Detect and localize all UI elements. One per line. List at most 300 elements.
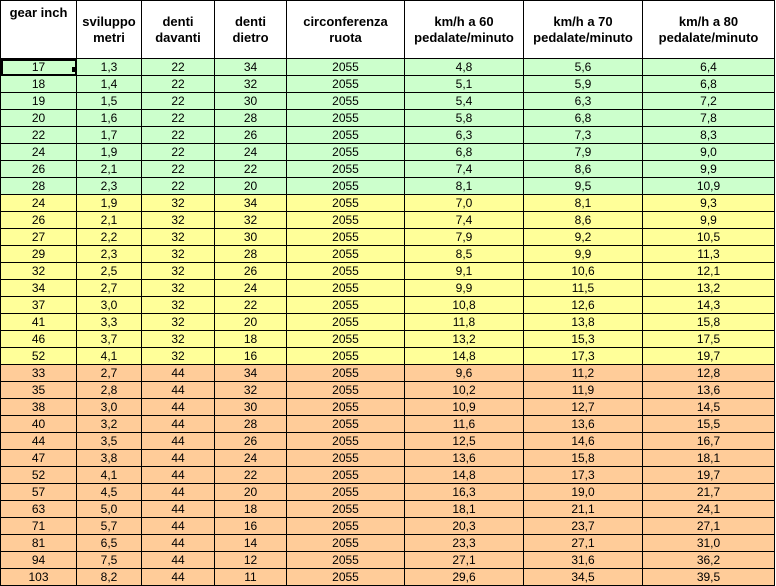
kmh-70-cell[interactable]: 15,3 [524, 331, 643, 348]
gear-inch-cell[interactable]: 37 [1, 297, 77, 314]
header-circonferenza-line1: circonferenza [303, 13, 388, 29]
denti-dietro-cell[interactable]: 24 [215, 450, 287, 467]
denti-dietro-cell[interactable]: 18 [215, 501, 287, 518]
kmh-60-cell[interactable]: 10,8 [405, 297, 524, 314]
kmh-80-cell[interactable]: 13,2 [643, 280, 775, 297]
table-row [1, 76, 775, 93]
kmh-80-cell[interactable]: 11,3 [643, 246, 775, 263]
gear-inch-cell[interactable]: 26 [1, 212, 77, 229]
sviluppo-cell[interactable]: 2,1 [77, 161, 142, 178]
header-kmh-60[interactable] [405, 1, 524, 59]
circonferenza-cell[interactable]: 2055 [287, 399, 405, 416]
denti-dietro-cell[interactable]: 34 [215, 365, 287, 382]
kmh-80-cell[interactable]: 9,0 [643, 144, 775, 161]
kmh-70-cell[interactable]: 21,1 [524, 501, 643, 518]
circonferenza-cell[interactable]: 2055 [287, 212, 405, 229]
table-row [1, 195, 775, 212]
circonferenza-cell[interactable]: 2055 [287, 280, 405, 297]
kmh-80-cell[interactable]: 10,9 [643, 178, 775, 195]
kmh-60-cell[interactable]: 9,1 [405, 263, 524, 280]
kmh-80-cell[interactable]: 27,1 [643, 518, 775, 535]
denti-dietro-cell[interactable]: 32 [215, 76, 287, 93]
table-row [1, 144, 775, 161]
denti-davanti-cell[interactable]: 32 [142, 212, 215, 229]
table-row [1, 348, 775, 365]
kmh-60-cell[interactable]: 20,3 [405, 518, 524, 535]
kmh-70-cell[interactable]: 5,6 [524, 59, 643, 76]
header-kmh-80-line2: pedalate/minuto [658, 29, 759, 45]
kmh-60-cell[interactable]: 13,6 [405, 450, 524, 467]
gear-inch-cell[interactable]: 47 [1, 450, 77, 467]
circonferenza-cell[interactable]: 2055 [287, 331, 405, 348]
kmh-70-cell[interactable]: 19,0 [524, 484, 643, 501]
sviluppo-cell[interactable]: 1,5 [77, 93, 142, 110]
sviluppo-cell[interactable]: 1,7 [77, 127, 142, 144]
kmh-70-cell[interactable]: 9,2 [524, 229, 643, 246]
denti-davanti-cell[interactable]: 44 [142, 365, 215, 382]
kmh-60-cell[interactable]: 16,3 [405, 484, 524, 501]
header-gear-inch-line1: gear inch [9, 5, 68, 20]
denti-dietro-cell[interactable]: 28 [215, 246, 287, 263]
denti-dietro-cell[interactable]: 30 [215, 93, 287, 110]
table-row [1, 416, 775, 433]
kmh-80-cell[interactable]: 12,1 [643, 263, 775, 280]
kmh-80-cell[interactable]: 12,8 [643, 365, 775, 382]
denti-davanti-cell[interactable]: 44 [142, 433, 215, 450]
gear-inch-cell[interactable]: 20 [1, 110, 77, 127]
denti-dietro-cell[interactable]: 16 [215, 348, 287, 365]
circonferenza-cell[interactable]: 2055 [287, 161, 405, 178]
denti-dietro-cell[interactable]: 22 [215, 297, 287, 314]
table-row [1, 127, 775, 144]
circonferenza-cell[interactable]: 2055 [287, 348, 405, 365]
sviluppo-cell[interactable]: 3,7 [77, 331, 142, 348]
kmh-60-cell[interactable]: 23,3 [405, 535, 524, 552]
sviluppo-cell[interactable]: 1,4 [77, 76, 142, 93]
header-row [1, 1, 775, 59]
circonferenza-cell[interactable]: 2055 [287, 229, 405, 246]
sviluppo-cell[interactable]: 1,3 [77, 59, 142, 76]
header-denti-dietro[interactable] [215, 1, 287, 59]
table-row [1, 246, 775, 263]
circonferenza-cell[interactable]: 2055 [287, 59, 405, 76]
table-row [1, 314, 775, 331]
denti-davanti-cell[interactable]: 44 [142, 450, 215, 467]
kmh-80-cell[interactable]: 19,7 [643, 348, 775, 365]
gear-inch-cell[interactable]: 24 [1, 195, 77, 212]
sviluppo-cell[interactable]: 4,1 [77, 467, 142, 484]
circonferenza-cell[interactable]: 2055 [287, 450, 405, 467]
kmh-70-cell[interactable]: 17,3 [524, 467, 643, 484]
denti-davanti-cell[interactable]: 32 [142, 331, 215, 348]
circonferenza-cell[interactable]: 2055 [287, 144, 405, 161]
kmh-60-cell[interactable]: 5,8 [405, 110, 524, 127]
header-denti-davanti-line2: davanti [155, 29, 201, 45]
sviluppo-cell[interactable]: 2,3 [77, 178, 142, 195]
denti-davanti-cell[interactable]: 22 [142, 93, 215, 110]
gear-inch-cell[interactable]: 71 [1, 518, 77, 535]
kmh-60-cell[interactable]: 8,5 [405, 246, 524, 263]
kmh-60-cell[interactable]: 6,8 [405, 144, 524, 161]
table-row [1, 518, 775, 535]
kmh-80-cell[interactable]: 7,2 [643, 93, 775, 110]
circonferenza-cell[interactable]: 2055 [287, 569, 405, 586]
header-sviluppo-line1: sviluppo [82, 13, 136, 29]
kmh-70-cell[interactable]: 17,3 [524, 348, 643, 365]
gear-inch-cell[interactable]: 52 [1, 348, 77, 365]
kmh-70-cell[interactable]: 34,5 [524, 569, 643, 586]
gear-inch-cell[interactable]: 44 [1, 433, 77, 450]
kmh-80-cell[interactable]: 16,7 [643, 433, 775, 450]
gear-inch-cell[interactable]: 28 [1, 178, 77, 195]
circonferenza-cell[interactable]: 2055 [287, 297, 405, 314]
kmh-70-cell[interactable]: 14,6 [524, 433, 643, 450]
kmh-80-cell[interactable]: 39,5 [643, 569, 775, 586]
kmh-60-cell[interactable]: 7,0 [405, 195, 524, 212]
kmh-70-cell[interactable]: 27,1 [524, 535, 643, 552]
kmh-70-cell[interactable]: 11,2 [524, 365, 643, 382]
table-row [1, 93, 775, 110]
gear-inch-cell[interactable]: 40 [1, 416, 77, 433]
denti-dietro-cell[interactable]: 26 [215, 263, 287, 280]
gear-inch-cell[interactable]: 41 [1, 314, 77, 331]
header-denti-davanti[interactable] [142, 1, 215, 59]
denti-davanti-cell[interactable]: 22 [142, 161, 215, 178]
kmh-80-cell[interactable]: 10,5 [643, 229, 775, 246]
gear-inch-cell[interactable]: 17 [1, 59, 77, 76]
gear-inch-cell[interactable]: 52 [1, 467, 77, 484]
kmh-80-cell[interactable]: 15,8 [643, 314, 775, 331]
sviluppo-cell[interactable]: 1,9 [77, 144, 142, 161]
circonferenza-cell[interactable]: 2055 [287, 76, 405, 93]
header-denti-dietro-line1: denti [234, 13, 267, 29]
kmh-60-cell[interactable]: 7,9 [405, 229, 524, 246]
kmh-60-cell[interactable]: 18,1 [405, 501, 524, 518]
denti-davanti-cell[interactable]: 32 [142, 229, 215, 246]
table-row [1, 280, 775, 297]
denti-davanti-cell[interactable]: 44 [142, 518, 215, 535]
table-row [1, 552, 775, 569]
kmh-70-cell[interactable]: 12,7 [524, 399, 643, 416]
sviluppo-cell[interactable]: 2,5 [77, 263, 142, 280]
denti-davanti-cell[interactable]: 32 [142, 280, 215, 297]
gear-inch-cell[interactable]: 24 [1, 144, 77, 161]
kmh-60-cell[interactable]: 6,3 [405, 127, 524, 144]
sviluppo-cell[interactable]: 3,0 [77, 297, 142, 314]
kmh-60-cell[interactable]: 14,8 [405, 467, 524, 484]
kmh-70-cell[interactable]: 6,8 [524, 110, 643, 127]
denti-davanti-cell[interactable]: 32 [142, 246, 215, 263]
denti-dietro-cell[interactable]: 24 [215, 144, 287, 161]
table-row [1, 331, 775, 348]
denti-davanti-cell[interactable]: 44 [142, 535, 215, 552]
kmh-60-cell[interactable]: 14,8 [405, 348, 524, 365]
table-row [1, 212, 775, 229]
kmh-70-cell[interactable]: 11,5 [524, 280, 643, 297]
kmh-80-cell[interactable]: 7,8 [643, 110, 775, 127]
sviluppo-cell[interactable]: 6,5 [77, 535, 142, 552]
circonferenza-cell[interactable]: 2055 [287, 178, 405, 195]
denti-dietro-cell[interactable]: 11 [215, 569, 287, 586]
sviluppo-cell[interactable]: 8,2 [77, 569, 142, 586]
gear-inch-cell[interactable]: 35 [1, 382, 77, 399]
kmh-70-cell[interactable]: 8,6 [524, 161, 643, 178]
circonferenza-cell[interactable]: 2055 [287, 484, 405, 501]
kmh-80-cell[interactable]: 21,7 [643, 484, 775, 501]
sviluppo-cell[interactable]: 3,2 [77, 416, 142, 433]
kmh-70-cell[interactable]: 9,9 [524, 246, 643, 263]
denti-dietro-cell[interactable]: 34 [215, 195, 287, 212]
circonferenza-cell[interactable]: 2055 [287, 365, 405, 382]
kmh-80-cell[interactable]: 6,4 [643, 59, 775, 76]
denti-davanti-cell[interactable]: 44 [142, 399, 215, 416]
kmh-80-cell[interactable]: 31,0 [643, 535, 775, 552]
kmh-60-cell[interactable]: 9,9 [405, 280, 524, 297]
header-denti-davanti-line1: denti [162, 13, 194, 29]
sviluppo-cell[interactable]: 4,1 [77, 348, 142, 365]
sviluppo-cell[interactable]: 3,3 [77, 314, 142, 331]
kmh-70-cell[interactable]: 7,3 [524, 127, 643, 144]
sviluppo-cell[interactable]: 1,9 [77, 195, 142, 212]
kmh-80-cell[interactable]: 9,9 [643, 212, 775, 229]
denti-dietro-cell[interactable]: 18 [215, 331, 287, 348]
sviluppo-cell[interactable]: 3,5 [77, 433, 142, 450]
circonferenza-cell[interactable]: 2055 [287, 467, 405, 484]
denti-davanti-cell[interactable]: 32 [142, 297, 215, 314]
denti-davanti-cell[interactable]: 44 [142, 467, 215, 484]
table-body [1, 59, 775, 586]
kmh-60-cell[interactable]: 4,8 [405, 59, 524, 76]
kmh-60-cell[interactable]: 7,4 [405, 212, 524, 229]
denti-dietro-cell[interactable]: 28 [215, 110, 287, 127]
kmh-80-cell[interactable]: 18,1 [643, 450, 775, 467]
circonferenza-cell[interactable]: 2055 [287, 416, 405, 433]
kmh-60-cell[interactable]: 10,9 [405, 399, 524, 416]
kmh-70-cell[interactable]: 31,6 [524, 552, 643, 569]
denti-davanti-cell[interactable]: 22 [142, 144, 215, 161]
sviluppo-cell[interactable]: 2,7 [77, 365, 142, 382]
denti-dietro-cell[interactable]: 32 [215, 212, 287, 229]
denti-davanti-cell[interactable]: 44 [142, 569, 215, 586]
gear-inch-cell[interactable]: 34 [1, 280, 77, 297]
kmh-60-cell[interactable]: 11,6 [405, 416, 524, 433]
header-kmh-70[interactable] [524, 1, 643, 59]
gear-inch-cell[interactable]: 29 [1, 246, 77, 263]
kmh-80-cell[interactable]: 9,9 [643, 161, 775, 178]
denti-davanti-cell[interactable]: 32 [142, 348, 215, 365]
gear-inch-cell[interactable]: 27 [1, 229, 77, 246]
kmh-60-cell[interactable]: 11,8 [405, 314, 524, 331]
circonferenza-cell[interactable]: 2055 [287, 382, 405, 399]
denti-davanti-cell[interactable]: 22 [142, 59, 215, 76]
kmh-60-cell[interactable]: 5,4 [405, 93, 524, 110]
denti-davanti-cell[interactable]: 44 [142, 484, 215, 501]
denti-dietro-cell[interactable]: 28 [215, 416, 287, 433]
kmh-60-cell[interactable]: 13,2 [405, 331, 524, 348]
circonferenza-cell[interactable]: 2055 [287, 110, 405, 127]
denti-dietro-cell[interactable]: 32 [215, 382, 287, 399]
sviluppo-cell[interactable]: 2,7 [77, 280, 142, 297]
gear-inch-cell[interactable]: 81 [1, 535, 77, 552]
circonferenza-cell[interactable]: 2055 [287, 433, 405, 450]
kmh-70-cell[interactable]: 5,9 [524, 76, 643, 93]
kmh-80-cell[interactable]: 9,3 [643, 195, 775, 212]
circonferenza-cell[interactable]: 2055 [287, 552, 405, 569]
circonferenza-cell[interactable]: 2055 [287, 246, 405, 263]
kmh-80-cell[interactable]: 36,2 [643, 552, 775, 569]
denti-dietro-cell[interactable]: 14 [215, 535, 287, 552]
sviluppo-cell[interactable]: 5,7 [77, 518, 142, 535]
kmh-80-cell[interactable]: 6,8 [643, 76, 775, 93]
table-row [1, 450, 775, 467]
sviluppo-cell[interactable]: 2,8 [77, 382, 142, 399]
gear-inch-cell[interactable]: 103 [1, 569, 77, 586]
gear-inch-cell[interactable]: 38 [1, 399, 77, 416]
table-row [1, 178, 775, 195]
circonferenza-cell[interactable]: 2055 [287, 127, 405, 144]
kmh-80-cell[interactable]: 17,5 [643, 331, 775, 348]
kmh-70-cell[interactable]: 13,8 [524, 314, 643, 331]
circonferenza-cell[interactable]: 2055 [287, 518, 405, 535]
table-row [1, 263, 775, 280]
sviluppo-cell[interactable]: 7,5 [77, 552, 142, 569]
kmh-80-cell[interactable]: 13,6 [643, 382, 775, 399]
kmh-70-cell[interactable]: 7,9 [524, 144, 643, 161]
kmh-60-cell[interactable]: 12,5 [405, 433, 524, 450]
kmh-60-cell[interactable]: 27,1 [405, 552, 524, 569]
denti-dietro-cell[interactable]: 24 [215, 280, 287, 297]
kmh-60-cell[interactable]: 29,6 [405, 569, 524, 586]
kmh-80-cell[interactable]: 8,3 [643, 127, 775, 144]
kmh-70-cell[interactable]: 9,5 [524, 178, 643, 195]
kmh-70-cell[interactable]: 10,6 [524, 263, 643, 280]
denti-davanti-cell[interactable]: 22 [142, 178, 215, 195]
header-kmh-60-line1: km/h a 60 [434, 13, 494, 29]
header-kmh-60-line2: pedalate/minuto [414, 29, 514, 45]
denti-dietro-cell[interactable]: 22 [215, 467, 287, 484]
sviluppo-cell[interactable]: 4,5 [77, 484, 142, 501]
header-gear-inch[interactable] [1, 1, 77, 59]
kmh-60-cell[interactable]: 7,4 [405, 161, 524, 178]
kmh-70-cell[interactable]: 8,1 [524, 195, 643, 212]
circonferenza-cell[interactable]: 2055 [287, 535, 405, 552]
header-kmh-80-line1: km/h a 80 [678, 13, 739, 29]
fill-handle[interactable] [72, 67, 77, 72]
sviluppo-cell[interactable]: 2,1 [77, 212, 142, 229]
denti-dietro-cell[interactable]: 30 [215, 229, 287, 246]
kmh-70-cell[interactable]: 11,9 [524, 382, 643, 399]
gear-inch-cell[interactable]: 22 [1, 127, 77, 144]
circonferenza-cell[interactable]: 2055 [287, 93, 405, 110]
sviluppo-cell[interactable]: 5,0 [77, 501, 142, 518]
table-row [1, 110, 775, 127]
gear-inch-cell[interactable]: 33 [1, 365, 77, 382]
circonferenza-cell[interactable]: 2055 [287, 314, 405, 331]
denti-dietro-cell[interactable]: 30 [215, 399, 287, 416]
header-denti-dietro-line2: dietro [232, 29, 269, 45]
denti-dietro-cell[interactable]: 34 [215, 59, 287, 76]
sviluppo-cell[interactable]: 3,0 [77, 399, 142, 416]
denti-davanti-cell[interactable]: 32 [142, 195, 215, 212]
table-row [1, 382, 775, 399]
denti-davanti-cell[interactable]: 32 [142, 314, 215, 331]
denti-davanti-cell[interactable]: 44 [142, 552, 215, 569]
table-row [1, 467, 775, 484]
gear-inch-cell[interactable]: 26 [1, 161, 77, 178]
denti-davanti-cell[interactable]: 22 [142, 110, 215, 127]
gear-inch-cell[interactable]: 63 [1, 501, 77, 518]
sviluppo-cell[interactable]: 3,8 [77, 450, 142, 467]
kmh-70-cell[interactable]: 13,6 [524, 416, 643, 433]
kmh-80-cell[interactable]: 14,3 [643, 297, 775, 314]
circonferenza-cell[interactable]: 2055 [287, 263, 405, 280]
kmh-80-cell[interactable]: 14,5 [643, 399, 775, 416]
table-row [1, 161, 775, 178]
denti-dietro-cell[interactable]: 20 [215, 178, 287, 195]
gear-inch-cell[interactable]: 19 [1, 93, 77, 110]
header-circonferenza[interactable] [287, 1, 405, 59]
kmh-70-cell[interactable]: 8,6 [524, 212, 643, 229]
denti-dietro-cell[interactable]: 20 [215, 314, 287, 331]
header-sviluppo[interactable] [77, 1, 142, 59]
denti-dietro-cell[interactable]: 12 [215, 552, 287, 569]
table-row [1, 569, 775, 586]
kmh-60-cell[interactable]: 8,1 [405, 178, 524, 195]
sviluppo-cell[interactable]: 2,2 [77, 229, 142, 246]
kmh-70-cell[interactable]: 23,7 [524, 518, 643, 535]
gear-inch-cell[interactable]: 94 [1, 552, 77, 569]
table-row [1, 297, 775, 314]
kmh-60-cell[interactable]: 10,2 [405, 382, 524, 399]
kmh-80-cell[interactable]: 19,7 [643, 467, 775, 484]
denti-dietro-cell[interactable]: 26 [215, 433, 287, 450]
header-kmh-70-line2: pedalate/minuto [533, 29, 633, 45]
gear-inch-cell[interactable]: 18 [1, 76, 77, 93]
denti-dietro-cell[interactable]: 16 [215, 518, 287, 535]
denti-dietro-cell[interactable]: 20 [215, 484, 287, 501]
kmh-80-cell[interactable]: 15,5 [643, 416, 775, 433]
denti-davanti-cell[interactable]: 44 [142, 501, 215, 518]
denti-davanti-cell[interactable]: 22 [142, 127, 215, 144]
gear-inch-cell[interactable]: 46 [1, 331, 77, 348]
gear-inch-cell[interactable]: 57 [1, 484, 77, 501]
table-row [1, 484, 775, 501]
kmh-70-cell[interactable]: 6,3 [524, 93, 643, 110]
denti-davanti-cell[interactable]: 22 [142, 76, 215, 93]
table-row [1, 365, 775, 382]
denti-dietro-cell[interactable]: 26 [215, 127, 287, 144]
table-row [1, 229, 775, 246]
circonferenza-cell[interactable]: 2055 [287, 195, 405, 212]
sviluppo-cell[interactable]: 2,3 [77, 246, 142, 263]
table-row [1, 535, 775, 552]
header-kmh-80[interactable] [643, 1, 775, 59]
header-kmh-70-line1: km/h a 70 [553, 13, 613, 29]
kmh-60-cell[interactable]: 5,1 [405, 76, 524, 93]
circonferenza-cell[interactable]: 2055 [287, 501, 405, 518]
kmh-70-cell[interactable]: 12,6 [524, 297, 643, 314]
kmh-80-cell[interactable]: 24,1 [643, 501, 775, 518]
denti-davanti-cell[interactable]: 32 [142, 263, 215, 280]
denti-davanti-cell[interactable]: 44 [142, 416, 215, 433]
gear-inch-cell[interactable]: 32 [1, 263, 77, 280]
kmh-60-cell[interactable]: 9,6 [405, 365, 524, 382]
denti-dietro-cell[interactable]: 22 [215, 161, 287, 178]
kmh-70-cell[interactable]: 15,8 [524, 450, 643, 467]
denti-davanti-cell[interactable]: 44 [142, 382, 215, 399]
sviluppo-cell[interactable]: 1,6 [77, 110, 142, 127]
header-circonferenza-line2: ruota [329, 29, 362, 45]
